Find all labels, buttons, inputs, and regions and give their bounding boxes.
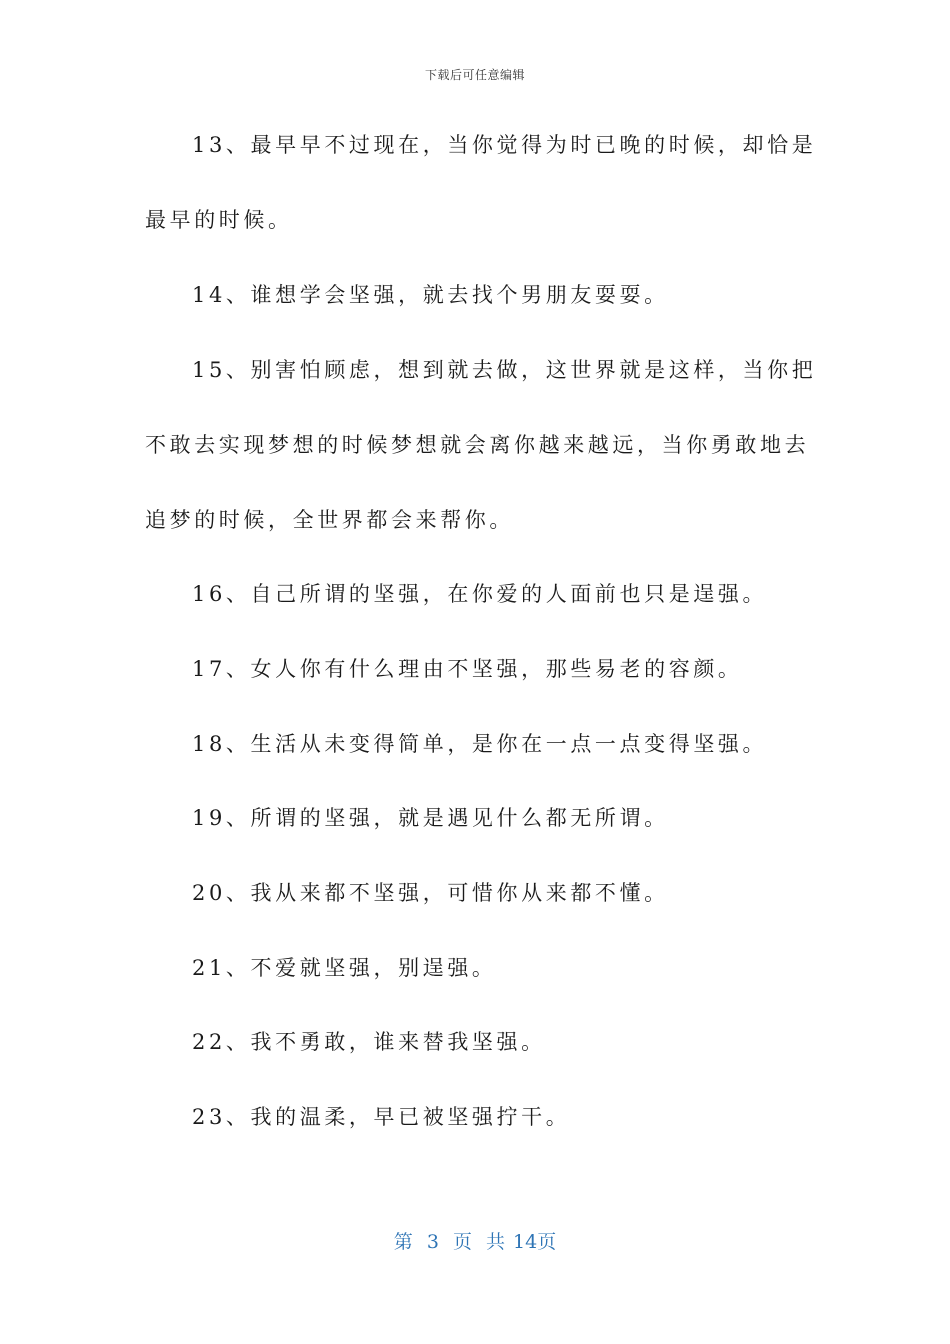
paragraph-line: 最早的时候。	[145, 208, 293, 232]
paragraph-line: 不敢去实现梦想的时候梦想就会离你越来越远，当你勇敢地去	[145, 433, 810, 457]
footer-di: 第	[393, 1231, 413, 1253]
paragraph-line: 18、生活从未变得简单，是你在一点一点变得坚强。	[192, 732, 768, 756]
footer-gong: 共	[486, 1231, 506, 1253]
paragraph-line: 15、别害怕顾虑，想到就去做，这世界就是这样，当你把	[192, 358, 817, 382]
page-header: 下载后可任意编辑	[424, 68, 525, 82]
paragraph-line: 追梦的时候，全世界都会来帮你。	[145, 508, 514, 532]
paragraph-line: 22、我不勇敢，谁来替我坚强。	[192, 1030, 546, 1054]
paragraph-line: 23、我的温柔，早已被坚强拧干。	[192, 1105, 571, 1129]
paragraph-line: 19、所谓的坚强，就是遇见什么都无所谓。	[192, 806, 669, 830]
paragraph-line: 21、不爱就坚强，别逞强。	[192, 956, 497, 980]
footer-ye: 页	[452, 1231, 472, 1253]
page-footer	[0, 1227, 950, 1254]
paragraph-line: 13、最早早不过现在，当你觉得为时已晚的时候，却恰是	[192, 133, 817, 157]
paragraph-line: 17、女人你有什么理由不坚强，那些易老的容颜。	[192, 657, 743, 681]
footer-total-pages: 14页	[513, 1231, 557, 1253]
footer-page-number: 3	[426, 1231, 439, 1253]
paragraph-line: 14、谁想学会坚强，就去找个男朋友耍耍。	[192, 283, 669, 307]
paragraph-line: 20、我从来都不坚强，可惜你从来都不懂。	[192, 881, 669, 905]
paragraph-line: 16、自己所谓的坚强，在你爱的人面前也只是逞强。	[192, 582, 768, 606]
